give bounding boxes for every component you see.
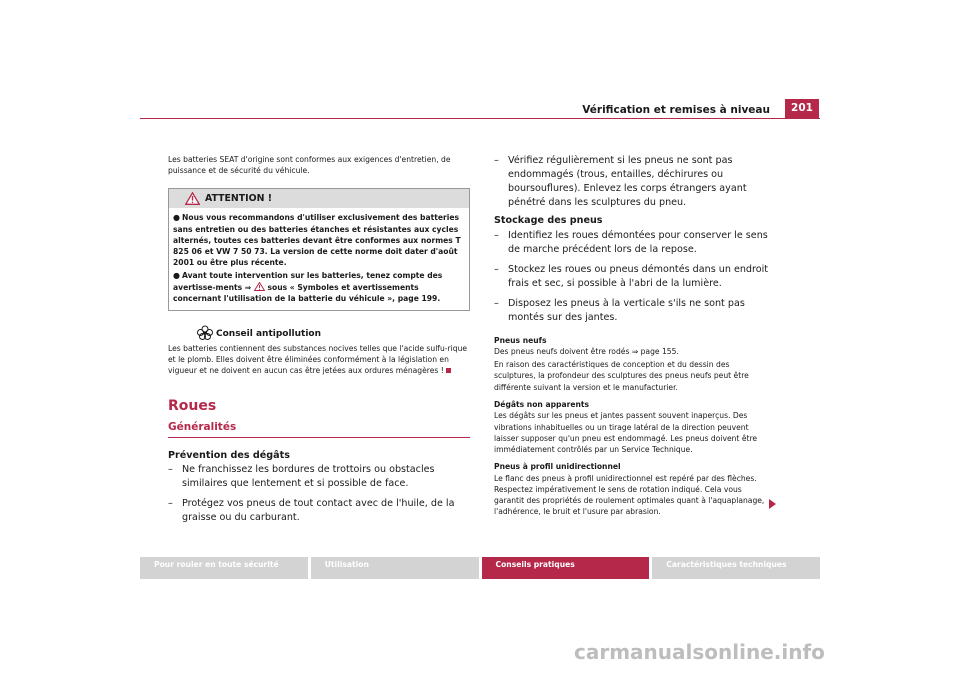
left-column <box>168 154 470 525</box>
warning-title: ATTENTION ! <box>205 193 273 205</box>
warning-triangle-icon <box>254 282 265 291</box>
tab-technical-specs[interactable]: Caractéristiques techniques <box>652 557 820 579</box>
eco-tip-text: Les batteries contiennent des substances nocives telles que l'acide sulfu-rique et le plomb. Elles doivent être éliminées conformément à la législation en vigueur et ne doivent en aucun cas être jetées aux ordures ménagères ! <box>168 344 468 376</box>
new-tyres-text-2: En raison des caractéristiques de conception et du dessin des sculptures, la profondeur des sculptures des pneus neufs peut être différente suivant la version et le manufacturier. <box>494 360 749 392</box>
hidden-damage-text: Les dégâts sur les pneus et jantes passent souvent inaperçus. Des vibrations inhabituelles ou un tirage latéral de la direction peuvent laisser supposer qu'un pneu est endommagé. Les pneus doivent être immédiatement contrôlés par un Service Technique. <box>494 411 758 454</box>
page-header-title: Vérification et remises à niveau <box>582 104 770 116</box>
footer-tabs <box>140 557 820 579</box>
page-number: 201 <box>785 99 819 118</box>
eco-tip-heading <box>168 327 470 343</box>
list-item: – Vérifiez régulièrement si les pneus ne sont pas endommagés (trous, entailles, déchirures ou boursouflures). Enlevez les corps étrangers ayant pénétré dans les sculptures du pneu. <box>494 155 747 208</box>
tab-safety[interactable]: Pour rouler en toute sécurité <box>140 557 308 579</box>
bullet-icon: ● <box>173 213 180 223</box>
list-item: – Disposez les pneus à la verticale s'ils ne sont pas montés sur des jantes. <box>494 297 745 323</box>
storage-heading: Stockage des pneus <box>494 215 603 226</box>
next-page-arrow-icon <box>769 499 776 509</box>
unidirectional-heading: Pneus à profil unidirectionnel <box>494 462 621 472</box>
unidirectional-text: Le flanc des pneus à profil unidirectionnel est repéré par des flèches. Respectez impérativement le sens de rotation indiqué. Cela vous garantit des propriétés de roulement optimales quant à l'aquaplanage, l'adhérence, le bruit et l'usure par abrasion. <box>494 473 765 517</box>
warning-item-2: ● Avant toute intervention sur les batteries, tenez compte des avertisse-ments ⇒ sous « Symboles et avertissements concernant l'utilisation de la batterie du véhicule », page 199. <box>173 271 443 303</box>
list-item: – Protégez vos pneus de tout contact avec de l'huile, de la graisse ou du carburant. <box>168 498 455 524</box>
end-mark-icon <box>446 368 451 373</box>
warning-header <box>169 189 469 208</box>
subsection-title: Généralités <box>168 422 470 438</box>
list-item: – Stockez les roues ou pneus démontés dans un endroit frais et sec, si possible à l'abri de la lumière. <box>494 263 769 289</box>
flower-icon <box>196 325 214 341</box>
tab-practical-tips[interactable]: Conseils pratiques <box>482 557 650 579</box>
right-column <box>494 154 770 517</box>
warning-body <box>169 208 469 310</box>
bullet-icon: ● <box>173 271 180 281</box>
new-tyres-heading: Pneus neufs <box>494 335 547 345</box>
list-item: – Identifiez les roues démontées pour conserver le sens de marche précédent lors de la repose. <box>494 229 768 255</box>
tab-usage[interactable]: Utilisation <box>311 557 479 579</box>
list-item: – Ne franchissez les bordures de trottoirs ou obstacles similaires que lentement et si possible de face. <box>168 464 435 490</box>
eco-tip-title: Conseil antipollution <box>216 329 322 340</box>
section-title: Roues <box>168 397 217 414</box>
watermark-text: carmanualsonline.info <box>574 640 825 664</box>
prevention-heading: Prévention des dégâts <box>168 449 290 461</box>
hidden-damage-heading: Dégâts non apparents <box>494 399 590 409</box>
header-divider <box>140 118 820 119</box>
warning-box <box>168 188 470 311</box>
new-tyres-text-1: Des pneus neufs doivent être rodés ⇒ page 155. <box>494 347 679 356</box>
warning-triangle-icon <box>185 192 200 205</box>
warning-item-1: ● Nous vous recommandons d'utiliser exclusivement des batteries sans entretien ou des batteries étanches et résistantes aux cycles alternés, toutes ces batteries devant être conformes aux normes T 825 06 et VW 7 50 73. La version de cette norme doit dater d'août 2001 ou être plus récente. <box>173 213 461 268</box>
battery-intro-text: Les batteries SEAT d'origine sont conformes aux exigences d'entretien, de puissance et de sécurité du véhicule. <box>168 155 451 176</box>
